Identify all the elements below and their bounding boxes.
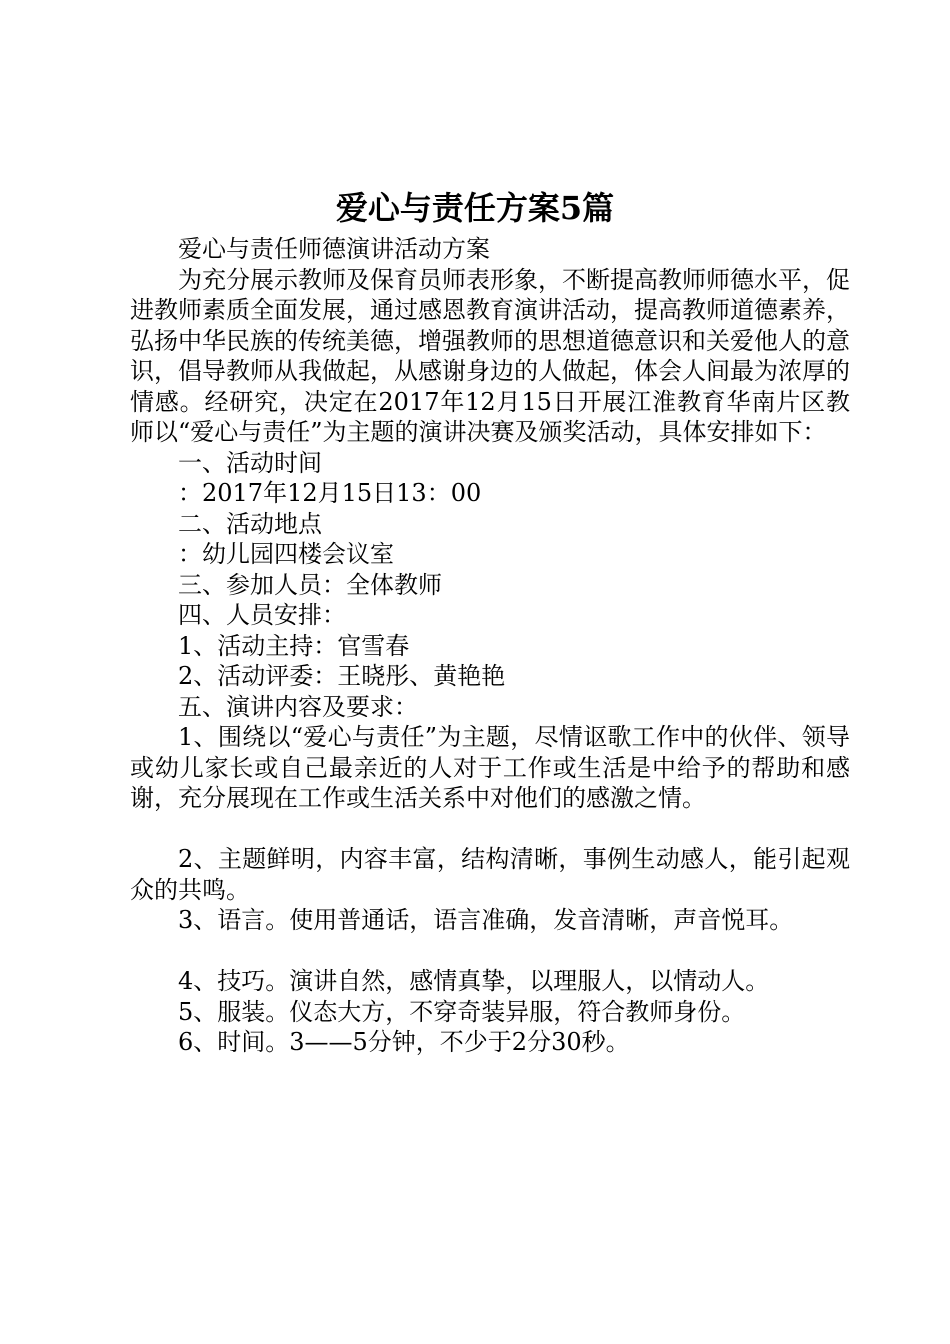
- section-heading-requirements: 五、演讲内容及要求：: [178, 692, 418, 721]
- intro-paragraph: 为充分展示教师及保育员师表形象，不断提高教师师德水平，促进教师素质全面发展，通过感恩教育演讲活动，提高教师道德素养，弘扬中华民族的传统美德，增强教师的思想道德意识和关爱他人的意识，倡导教师从我做起，从感谢身边的人做起，体会人间最为浓厚的情感。经研究，决定在2017年12月15日开展江淮教育华南片区教师以“爱心与责任”为主题的演讲决赛及颁奖活动，具体安排如下：: [130, 265, 850, 446]
- participants: 三、参加人员：全体教师: [178, 570, 442, 599]
- document-title: 爱心与责任方案5篇: [335, 189, 615, 227]
- plan-subtitle: 爱心与责任师德演讲活动方案: [178, 235, 490, 263]
- requirement-item: 5、服装。仪态大方，不穿奇装异服，符合教师身份。: [178, 997, 746, 1026]
- requirement-item: 6、时间。3——5分钟，不少于2分30秒。: [178, 1028, 630, 1056]
- requirement-item: 3、语言。使用普通话，语言准确，发音清晰，声音悦耳。: [178, 906, 794, 934]
- staffing-judges: 2、活动评委：王晓彤、黄艳艳: [178, 662, 506, 690]
- section-heading-time: 一、活动时间: [178, 448, 322, 477]
- section-heading-staffing: 四、人员安排：: [178, 601, 346, 629]
- requirement-item: 1、围绕以“爱心与责任”为主题，尽情讴歌工作中的伙伴、领导或幼儿家长或自己最亲近的人对于工作或生活是中给予的帮助和感谢，充分展现在工作或生活关系中对他们的感激之情。: [130, 723, 850, 812]
- section-heading-location: 二、活动地点: [178, 509, 322, 538]
- staffing-host: 1、活动主持：官雪春: [178, 631, 410, 660]
- activity-location: ：幼儿园四楼会议室: [178, 540, 394, 568]
- document-body: [130, 234, 850, 1058]
- requirement-item: 2、主题鲜明，内容丰富，结构清晰，事例生动感人，能引起观众的共鸣。: [130, 845, 850, 904]
- paragraph-spacer: [130, 936, 850, 967]
- requirement-item: 4、技巧。演讲自然，感情真挚，以理服人，以情动人。: [178, 967, 770, 995]
- paragraph-spacer: [130, 814, 850, 845]
- activity-time: ：2017年12月15日13：00: [178, 479, 482, 507]
